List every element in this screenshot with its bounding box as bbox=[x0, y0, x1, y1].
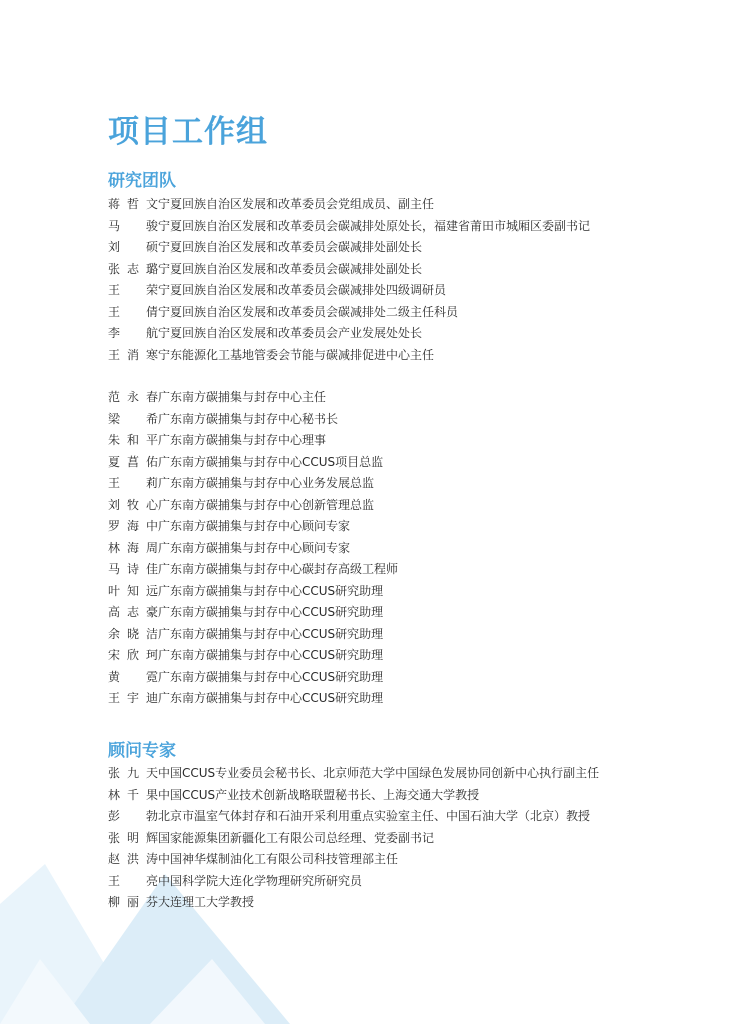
list-item bbox=[108, 345, 590, 367]
person-title: 宁夏回族自治区发展和改革委员会碳减排处四级调研员 bbox=[158, 283, 447, 297]
list-item bbox=[108, 645, 398, 667]
research-team-list-1 bbox=[108, 194, 590, 366]
person-title: 中国神华煤制油化工有限公司科技管理部主任 bbox=[158, 852, 399, 866]
list-item bbox=[108, 430, 398, 452]
list-item bbox=[108, 849, 599, 871]
list-item bbox=[108, 688, 398, 710]
list-item bbox=[108, 473, 398, 495]
list-item bbox=[108, 452, 398, 474]
person-title: 广东南方碳捕集与封存中心CCUS研究助理 bbox=[158, 605, 384, 619]
person-title: 广东南方碳捕集与封存中心碳封存高级工程师 bbox=[158, 562, 399, 576]
person-name: 叶知远 bbox=[108, 583, 158, 598]
list-item bbox=[108, 892, 599, 914]
person-title: 宁夏回族自治区发展和改革委员会碳减排处副处长 bbox=[158, 240, 423, 254]
person-name: 黄 霓 bbox=[108, 669, 158, 684]
person-name: 罗海中 bbox=[108, 519, 158, 533]
person-name: 李 航 bbox=[108, 326, 158, 340]
list-item bbox=[108, 194, 590, 216]
person-title: 广东南方碳捕集与封存中心CCUS研究助理 bbox=[158, 691, 384, 705]
person-name: 王消寒 bbox=[108, 347, 158, 362]
list-item bbox=[108, 280, 590, 302]
person-title: 广东南方碳捕集与封存中心业务发展总监 bbox=[158, 476, 375, 490]
person-name: 高志豪 bbox=[108, 605, 158, 619]
person-name: 余晓洁 bbox=[108, 626, 158, 641]
person-title: 广东南方碳捕集与封存中心CCUS研究助理 bbox=[158, 583, 384, 598]
person-name: 梁 希 bbox=[108, 411, 158, 426]
person-name: 彭 勃 bbox=[108, 809, 158, 823]
list-item bbox=[108, 667, 398, 689]
person-name: 张九天 bbox=[108, 766, 158, 780]
person-name: 刘牧心 bbox=[108, 497, 158, 512]
person-title: 中国CCUS产业技术创新战略联盟秘书长、上海交通大学教授 bbox=[158, 787, 480, 802]
person-name: 王 亮 bbox=[108, 873, 158, 888]
person-title: 广东南方碳捕集与封存中心顾问专家 bbox=[158, 519, 351, 533]
person-name: 张志璐 bbox=[108, 261, 158, 276]
person-name: 王 莉 bbox=[108, 476, 158, 490]
person-name: 王宇迪 bbox=[108, 691, 158, 705]
research-team-list-2 bbox=[108, 387, 398, 710]
list-item bbox=[108, 237, 590, 259]
list-item bbox=[108, 409, 398, 431]
person-title: 广东南方碳捕集与封存中心主任 bbox=[158, 390, 327, 404]
person-name: 朱和平 bbox=[108, 433, 158, 447]
list-item bbox=[108, 871, 599, 893]
list-item bbox=[108, 559, 398, 581]
list-item bbox=[108, 538, 398, 560]
person-name: 林千果 bbox=[108, 787, 158, 802]
person-title: 宁东能源化工基地管委会节能与碳减排促进中心主任 bbox=[158, 347, 435, 362]
person-name: 柳丽芬 bbox=[108, 895, 158, 909]
person-title: 宁夏回族自治区发展和改革委员会碳减排处原处长，福建省莆田市城厢区委副书记 bbox=[158, 218, 591, 233]
person-name: 蒋哲文 bbox=[108, 197, 158, 211]
list-item bbox=[108, 828, 599, 850]
person-name: 夏菖佑 bbox=[108, 454, 158, 469]
person-name: 张明辉 bbox=[108, 830, 158, 845]
page-title: 项目工作组 bbox=[108, 114, 268, 150]
list-item bbox=[108, 323, 590, 345]
advisors-heading: 顾问专家 bbox=[108, 741, 176, 761]
person-title: 广东南方碳捕集与封存中心CCUS项目总监 bbox=[158, 454, 384, 469]
person-title: 广东南方碳捕集与封存中心CCUS研究助理 bbox=[158, 626, 384, 641]
person-name: 林海周 bbox=[108, 540, 158, 555]
person-title: 广东南方碳捕集与封存中心顾问专家 bbox=[158, 540, 351, 555]
list-item bbox=[108, 216, 590, 238]
person-title: 宁夏回族自治区发展和改革委员会碳减排处二级主任科员 bbox=[158, 304, 459, 319]
list-item bbox=[108, 495, 398, 517]
person-title: 大连理工大学教授 bbox=[158, 895, 255, 909]
person-name: 宋欣珂 bbox=[108, 648, 158, 662]
person-title: 广东南方碳捕集与封存中心CCUS研究助理 bbox=[158, 669, 384, 684]
list-item bbox=[108, 581, 398, 603]
list-item bbox=[108, 806, 599, 828]
research-team-heading: 研究团队 bbox=[108, 171, 176, 191]
person-title: 宁夏回族自治区发展和改革委员会碳减排处副处长 bbox=[158, 261, 423, 276]
list-item bbox=[108, 624, 398, 646]
person-title: 中国科学院大连化学物理研究所研究员 bbox=[158, 873, 363, 888]
person-name: 刘 硕 bbox=[108, 240, 158, 254]
list-item bbox=[108, 785, 599, 807]
list-item bbox=[108, 516, 398, 538]
person-name: 范永春 bbox=[108, 390, 158, 404]
person-title: 广东南方碳捕集与封存中心创新管理总监 bbox=[158, 497, 375, 512]
list-item bbox=[108, 763, 599, 785]
person-title: 国家能源集团新疆化工有限公司总经理、党委副书记 bbox=[158, 830, 435, 845]
person-title: 北京市温室气体封存和石油开采利用重点实验室主任、中国石油大学（北京）教授 bbox=[158, 809, 591, 823]
person-title: 广东南方碳捕集与封存中心秘书长 bbox=[158, 411, 339, 426]
person-title: 广东南方碳捕集与封存中心CCUS研究助理 bbox=[158, 648, 384, 662]
person-title: 广东南方碳捕集与封存中心理事 bbox=[158, 433, 327, 447]
list-item bbox=[108, 259, 590, 281]
person-name: 马诗佳 bbox=[108, 562, 158, 576]
person-title: 宁夏回族自治区发展和改革委员会党组成员、副主任 bbox=[158, 197, 435, 211]
person-title: 中国CCUS专业委员会秘书长、北京师范大学中国绿色发展协同创新中心执行副主任 bbox=[158, 766, 600, 780]
list-item bbox=[108, 602, 398, 624]
person-title: 宁夏回族自治区发展和改革委员会产业发展处处长 bbox=[158, 326, 423, 340]
person-name: 王 荣 bbox=[108, 283, 158, 297]
person-name: 马 骏 bbox=[108, 218, 158, 233]
advisors-list bbox=[108, 763, 599, 914]
list-item bbox=[108, 302, 590, 324]
person-name: 赵洪涛 bbox=[108, 852, 158, 866]
list-item bbox=[108, 387, 398, 409]
person-name: 王 倩 bbox=[108, 304, 158, 319]
